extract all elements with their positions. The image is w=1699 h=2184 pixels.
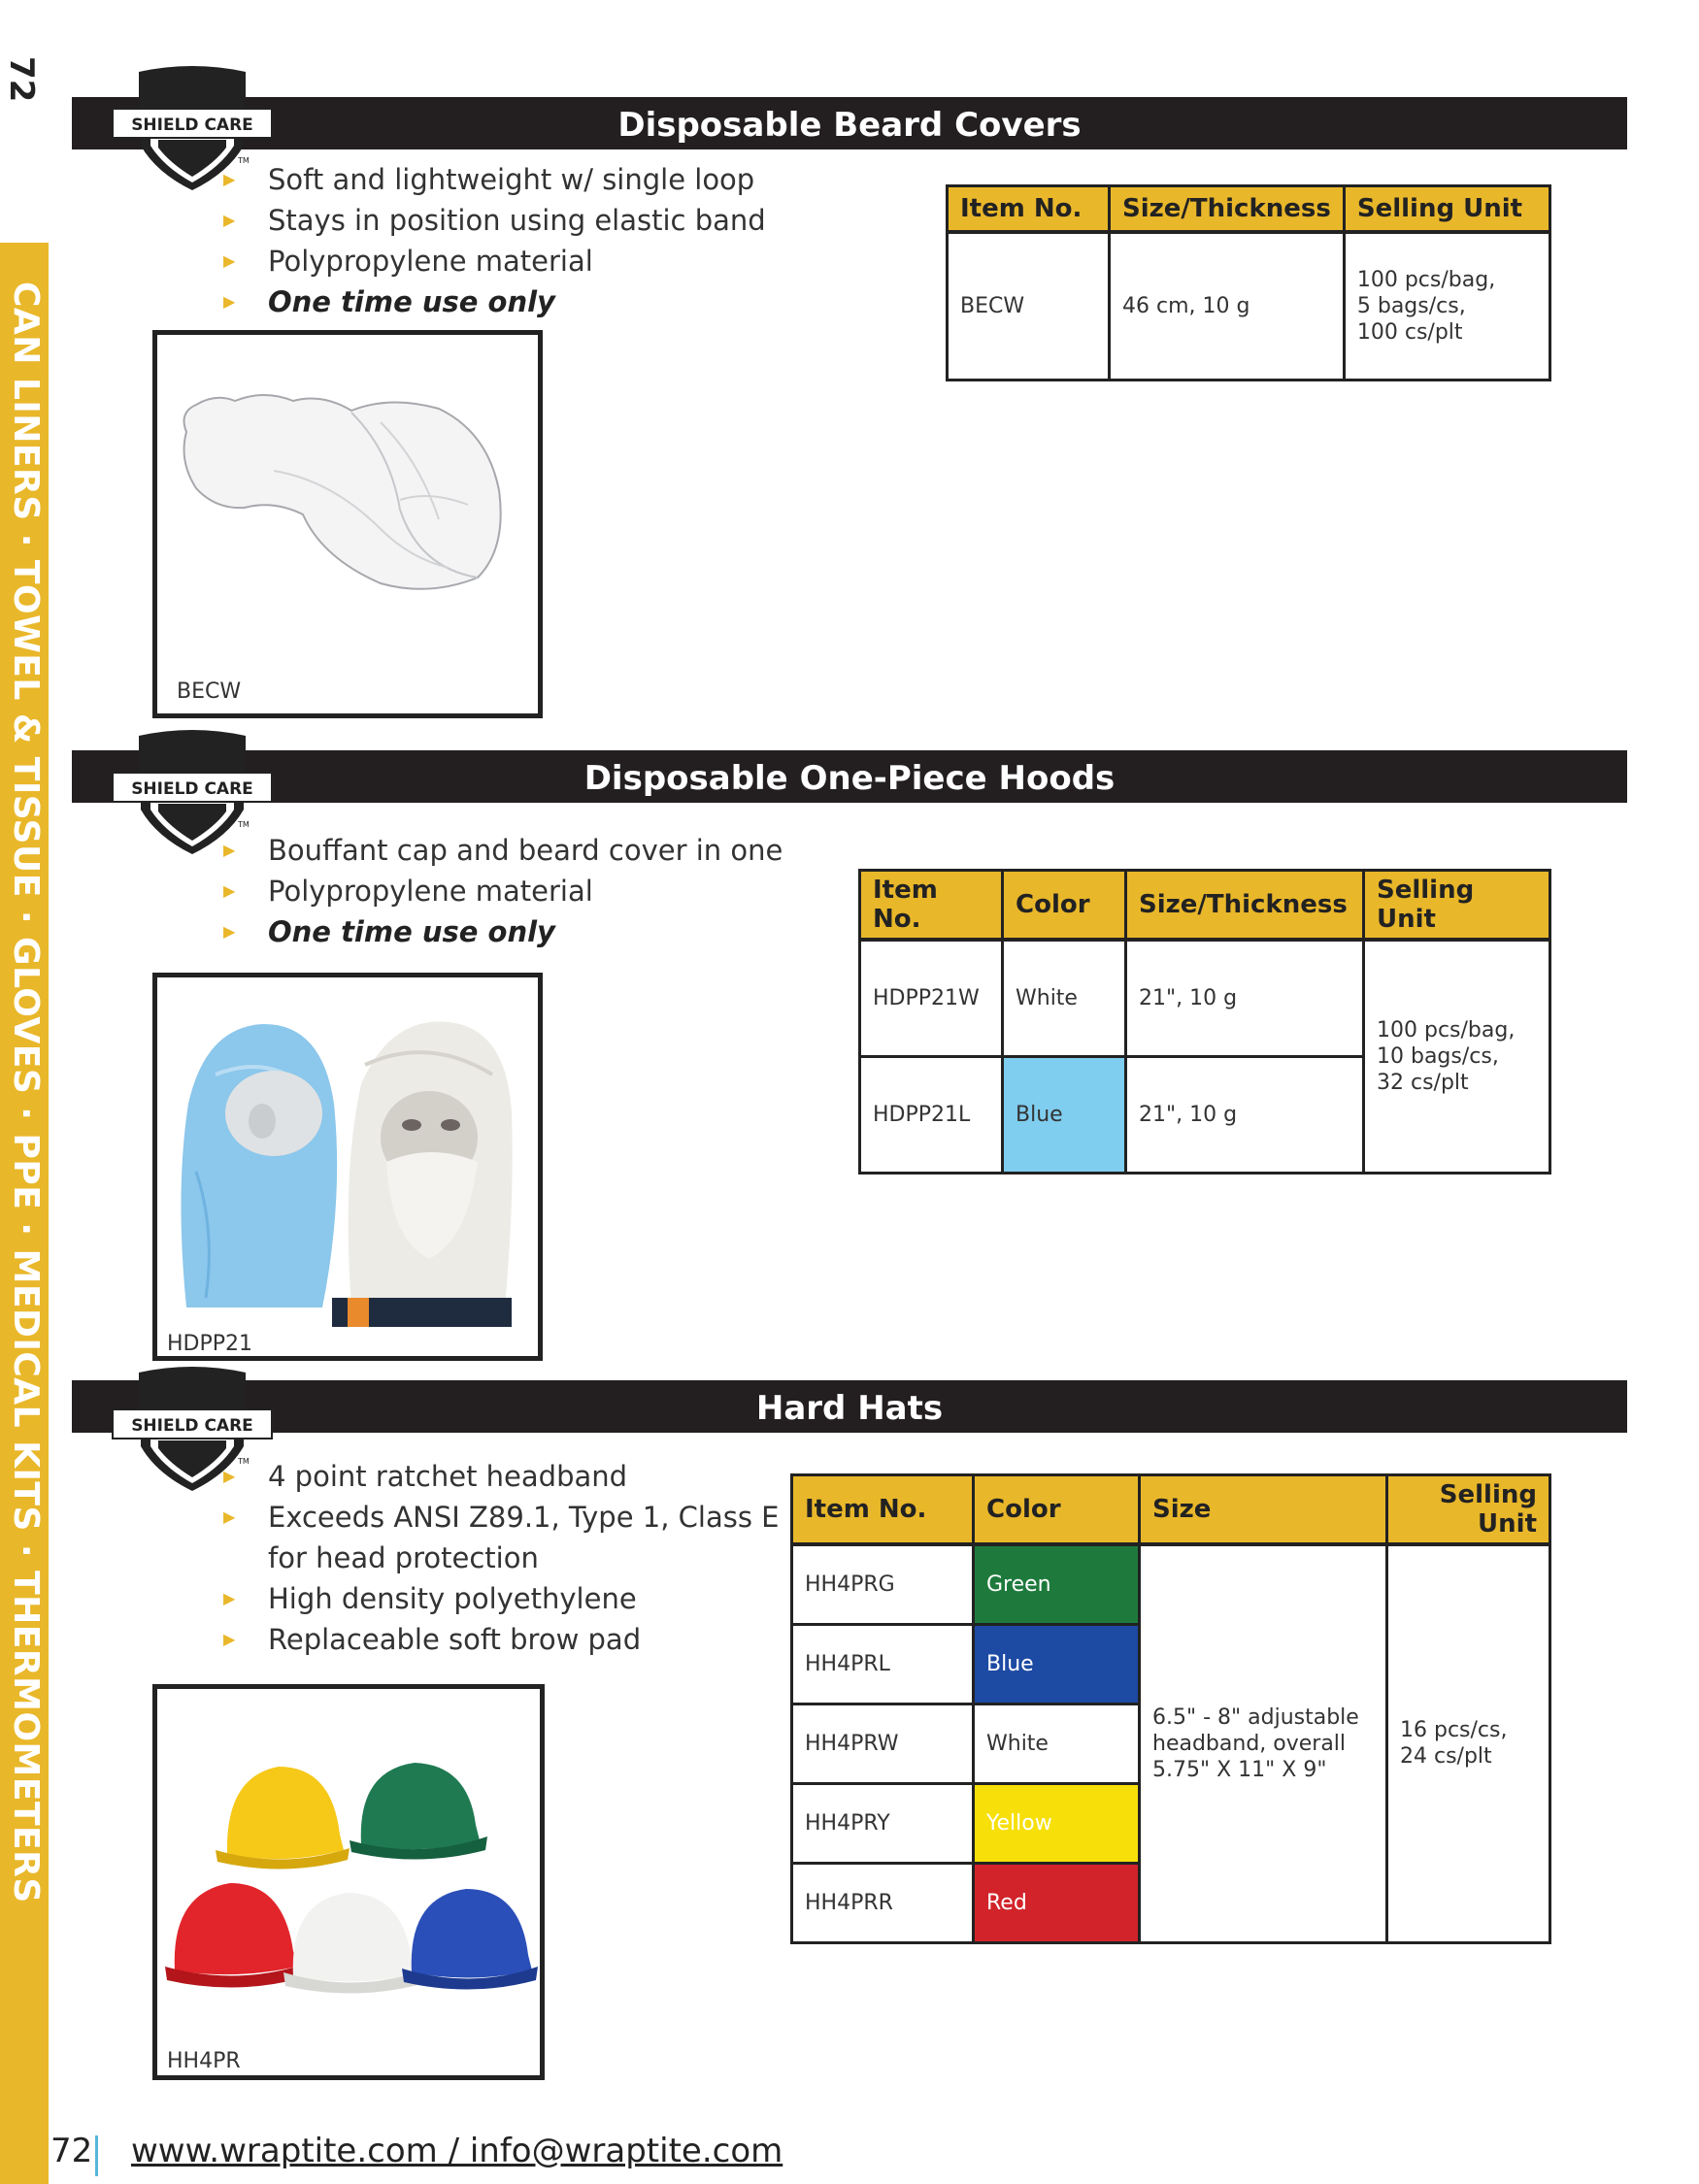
selling-unit-cell: 100 pcs/bag, 10 bags/cs, 32 cs/plt <box>1364 940 1550 1173</box>
footer-contact-link[interactable]: www.wraptite.com / info@wraptite.com <box>131 2132 783 2170</box>
size-cell: 6.5" - 8" adjustable headband, overall 5.75" X 11" X 9" <box>1140 1544 1387 1942</box>
hood-photo <box>152 973 543 1361</box>
list-item: ▶ High density polyethylene <box>216 1578 779 1619</box>
section-title-beard-covers: Disposable Beard Covers <box>72 97 1627 149</box>
shield-care-label: SHIELD CARE <box>131 779 253 799</box>
item-number-cell: HH4PRW <box>792 1704 974 1783</box>
separator: · <box>6 897 46 938</box>
column-header: Selling Unit <box>1364 871 1550 941</box>
hard-hat-spec-table <box>790 1473 1551 1944</box>
list-item: ▶ 4 point ratchet headband <box>216 1456 779 1497</box>
footer-page-number: 72 <box>50 2132 93 2170</box>
selling-unit-cell: 100 pcs/bag, 5 bags/cs, 100 cs/plt <box>1344 232 1549 380</box>
beard-cover-photo <box>152 330 543 718</box>
item-number-cell: HH4PRR <box>792 1863 974 1942</box>
category-sidebar-text <box>6 281 45 2029</box>
item-number-cell: HH4PRL <box>792 1624 974 1704</box>
beard-cover-spec-table <box>946 184 1551 381</box>
trademark: TM <box>238 820 250 829</box>
category-gloves[interactable]: GLOVES <box>6 937 46 1095</box>
list-item: ▶ One time use only <box>216 911 783 952</box>
column-header: Selling Unit <box>1344 186 1549 233</box>
selling-unit-cell: 16 pcs/cs, 24 cs/plt <box>1387 1544 1550 1942</box>
column-header: Color <box>974 1475 1140 1545</box>
bullet-arrow-icon: ▶ <box>223 211 236 229</box>
table-header-row <box>948 186 1550 233</box>
color-cell: White <box>1003 940 1126 1056</box>
bullet-arrow-icon: ▶ <box>223 841 236 859</box>
color-cell: Yellow <box>974 1783 1140 1863</box>
item-number-cell: HH4PRY <box>792 1783 974 1863</box>
category-medical-kits[interactable]: MEDICAL KITS <box>6 1248 46 1532</box>
column-header: Item No. <box>860 871 1003 941</box>
list-item: ▶ Soft and lightweight w/ single loop <box>216 159 766 200</box>
bullet-arrow-icon: ▶ <box>223 1589 236 1607</box>
bullet-arrow-icon: ▶ <box>223 1630 236 1648</box>
color-cell: Blue <box>1003 1056 1126 1173</box>
list-item: ▶ One time use only <box>216 281 766 322</box>
list-item: ▶ Replaceable soft brow pad <box>216 1619 779 1660</box>
beard-cover-features <box>216 159 766 322</box>
item-number-cell: HDPP21W <box>860 940 1003 1056</box>
color-cell: Blue <box>974 1624 1140 1704</box>
hard-hat-photo <box>152 1684 545 2080</box>
separator: · <box>6 1209 46 1249</box>
hard-hat-image <box>157 1689 540 2075</box>
beard-cover-image <box>157 335 538 713</box>
column-header: Item No. <box>948 186 1110 233</box>
column-header: Color <box>1003 871 1126 941</box>
footer-divider <box>95 2135 98 2176</box>
category-towel-tissue[interactable]: TOWEL & TISSUE <box>6 559 46 898</box>
size-cell: 21", 10 g <box>1126 1056 1364 1173</box>
column-header: Item No. <box>792 1475 974 1545</box>
category-ppe-active[interactable]: PPE <box>6 1133 46 1210</box>
photo-caption: HH4PR <box>167 2049 241 2073</box>
bullet-arrow-icon: ▶ <box>223 1467 236 1485</box>
separator: · <box>6 520 46 560</box>
page-number-top: 72 <box>2 56 41 103</box>
bullet-arrow-icon: ▶ <box>223 251 236 270</box>
photo-caption: HDPP21 <box>167 1332 253 1356</box>
trademark: TM <box>238 156 250 165</box>
table-row <box>792 1544 1550 1624</box>
item-number-cell: HH4PRG <box>792 1544 974 1624</box>
trademark: TM <box>238 1457 250 1466</box>
hood-image <box>157 977 538 1356</box>
section-title-hard-hats: Hard Hats <box>72 1380 1627 1433</box>
column-header: Size/Thickness <box>1110 186 1345 233</box>
hood-features <box>216 830 783 952</box>
table-row <box>948 232 1550 380</box>
bullet-arrow-icon: ▶ <box>223 170 236 188</box>
item-number-cell: BECW <box>948 232 1110 380</box>
item-number-cell: HDPP21L <box>860 1056 1003 1173</box>
list-item: ▶ Polypropylene material <box>216 241 766 281</box>
color-cell: Red <box>974 1863 1140 1942</box>
shield-care-label: SHIELD CARE <box>131 1416 253 1436</box>
color-cell: Green <box>974 1544 1140 1624</box>
list-item: ▶ Polypropylene material <box>216 871 783 911</box>
hood-spec-table <box>858 869 1551 1175</box>
photo-caption: BECW <box>177 679 242 704</box>
bullet-arrow-icon: ▶ <box>223 1507 236 1526</box>
color-cell: White <box>974 1704 1140 1783</box>
separator: · <box>6 1094 46 1134</box>
table-header-row <box>792 1475 1550 1545</box>
list-item: ▶ Stays in position using elastic band <box>216 200 766 241</box>
section-title-one-piece-hoods: Disposable One-Piece Hoods <box>72 750 1627 803</box>
column-header: Size <box>1140 1475 1387 1545</box>
shield-care-label: SHIELD CARE <box>131 116 253 135</box>
table-row <box>860 940 1550 1056</box>
category-thermometers[interactable]: THERMOMETERS <box>6 1571 46 1903</box>
bullet-arrow-icon: ▶ <box>223 922 236 941</box>
list-item: ▶ Bouffant cap and beard cover in one <box>216 830 783 871</box>
column-header: Size/Thickness <box>1126 871 1364 941</box>
bullet-arrow-icon: ▶ <box>223 292 236 311</box>
bullet-arrow-icon: ▶ <box>223 881 236 900</box>
category-can-liners[interactable]: CAN LINERS <box>6 281 46 521</box>
size-cell: 46 cm, 10 g <box>1110 232 1345 380</box>
list-item: ▶ Exceeds ANSI Z89.1, Type 1, Class E for head protection <box>216 1497 779 1578</box>
column-header: Selling Unit <box>1387 1475 1550 1545</box>
size-cell: 21", 10 g <box>1126 940 1364 1056</box>
table-header-row <box>860 871 1550 941</box>
hard-hat-features <box>216 1456 779 1660</box>
separator: · <box>6 1531 46 1572</box>
